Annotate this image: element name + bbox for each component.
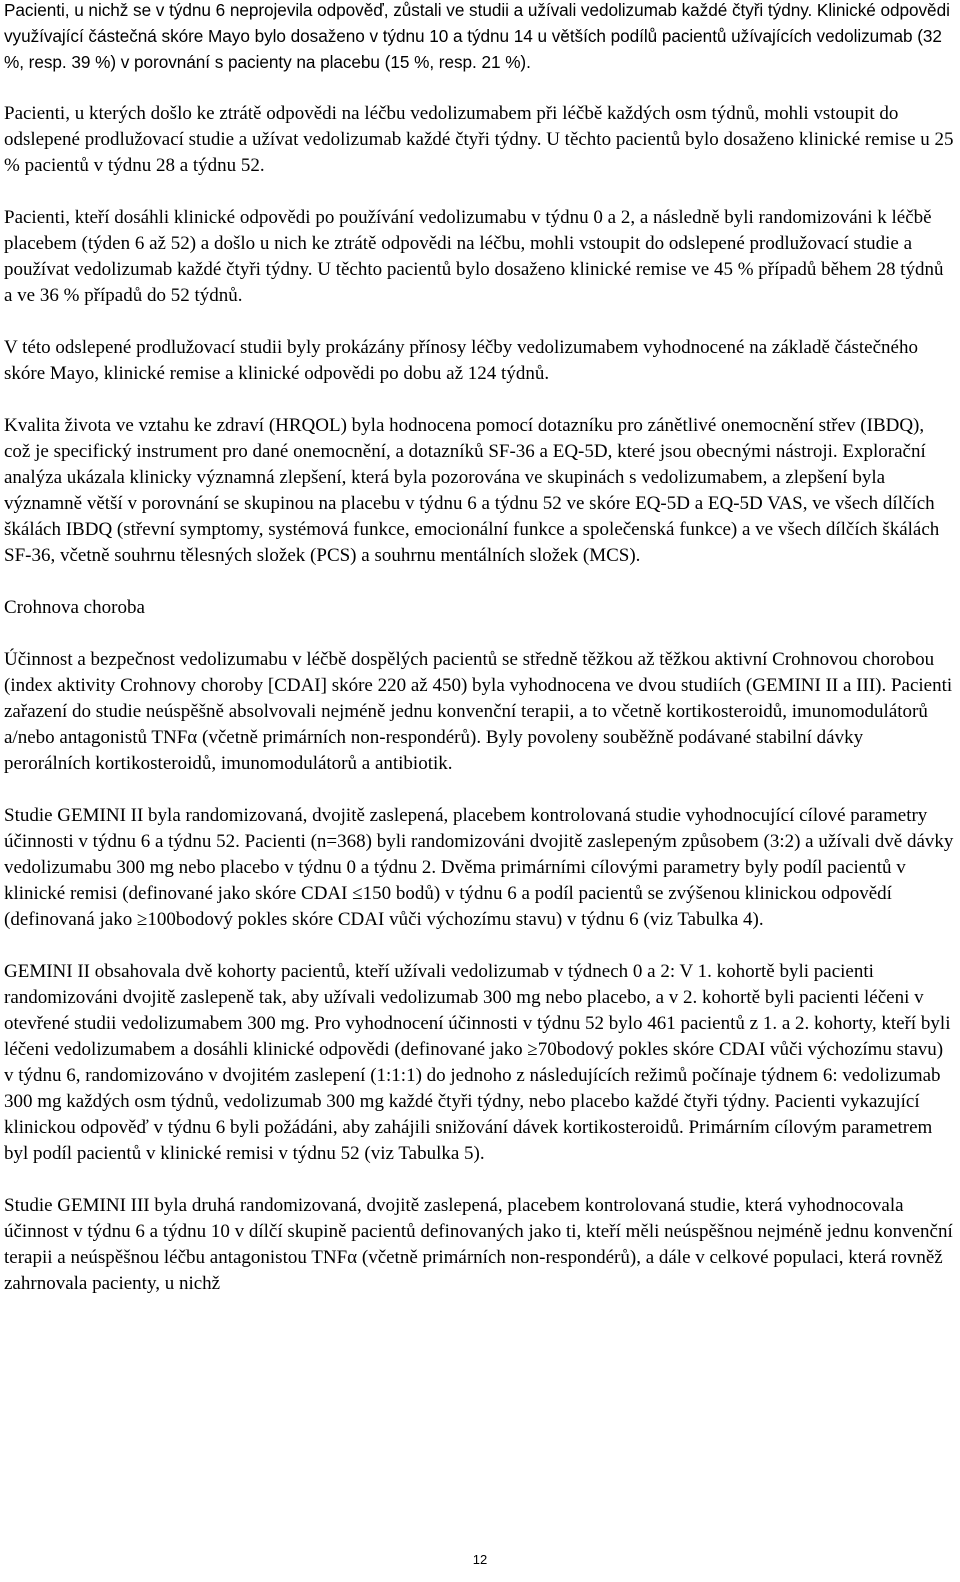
paragraph-loss-of-response-extension: Pacienti, u kterých došlo ke ztrátě odpovědi na léčbu vedolizumabem při léčbě každých osm týdnů, mohli vstoupit do odslepené prodlužovací studie a užívat vedolizumab každé čtyři týdny. U těchto pacientů bylo dosaženo klinické remise u 25 % pacientů v týdnu 28 a týdnu 52. [4,103,954,176]
paragraph-hrqol: Kvalita života ve vztahu ke zdraví (HRQOL) byla hodnocena pomocí dotazníku pro zánětlivé onemocnění střev (IBDQ), což je specifický instrument pro dané onemocnění, a dotazníků SF-36 a EQ-5D, které jsou obecnými nástroji. Explorační analýza ukázala klinicky významná zlepšení, která byla pozorována ve skupinách s vedolizumabem, a zlepšení byla významně větší v porovnání se skupinou na placebu v týdnu 6 a týdnu 52 ve skóre EQ-5D a EQ-5D VAS, ve všech dílčích škálách IBDQ (střevní symptomy, systémová funkce, emocionální funkce a společenská funkce) a ve všech dílčích škálách SF-36, včetně souhrnu tělesných složek (PCS) a souhrnu mentálních složek (MCS). [4,415,940,566]
page-number: 12 [472,1552,488,1567]
paragraph-extension-benefits: V této odslepené prodlužovací studii byly prokázány přínosy léčby vedolizumabem vyhodnocené na základě částečného skóre Mayo, klinické remise a klinické odpovědi po dobu až 124 týdnů. [4,337,918,384]
paragraph-placebo-randomized-extension: Pacienti, kteří dosáhli klinické odpovědi po používání vedolizumabu v týdnu 0 a 2, a následně byli randomizováni k léčbě placebem (týden 6 až 52) a došlo u nich ke ztrátě odpovědi na léčbu, mohli vstoupit do odslepené prodlužovací studie a používat vedolizumab každé čtyři týdny. U těchto pacientů bylo dosaženo klinické remise ve 45 % případů během 28 týdnů a ve 36 % případů do 52 týdnů. [4,207,944,306]
paragraph-gemini-iii-design: Studie GEMINI III byla druhá randomizovaná, dvojitě zaslepená, placebem kontrolovaná studie, která vyhodnocovala účinnost v týdnu 6 a týdnu 10 v dílčí skupině pacientů definovaných jako ti, kteří měli neúspěšnou nejméně jednu konvenční terapii a neúspěšnou léčbu antagonistou TNFα (včetně primárních non-respondérů), a dále v celkové populaci, která rovněž zahrnovala pacienty, u nichž [4,1195,953,1294]
section-heading-crohns-disease: Crohnova choroba [4,597,145,618]
document-page [4,0,954,1323]
paragraph-partial-mayo-response: Pacienti, u nichž se v týdnu 6 neprojevila odpověď, zůstali ve studii a užívali vedolizumab každé čtyři týdny. Klinické odpovědi využívající částečná skóre Mayo bylo dosaženo v týdnu 10 a týdnu 14 u větších podílů pacientů užívajících vedolizumab (32 %, resp. 39 %) v porovnání s pacienty na placebu (15 %, resp. 21 %). [4,0,950,72]
paragraph-gemini-ii-design: Studie GEMINI II byla randomizovaná, dvojitě zaslepená, placebem kontrolovaná studie vyhodnocující cílové parametry účinnosti v týdnu 6 a týdnu 52. Pacienti (n=368) byli randomizováni dvojitě zaslepeným způsobem (3:2) a užívali dvě dávky vedolizumabu 300 mg nebo placebo v týdnu 0 a týdnu 2. Dvěma primárními cílovými parametry byly podíl pacientů v klinické remisi (definované jako skóre CDAI ≤150 bodů) v týdnu 6 a podíl pacientů se zvýšenou klinickou odpovědí (definovaná jako ≥100bodový pokles skóre CDAI vůči výchozímu stavu) v týdnu 6 (viz Tabulka 4). [4,805,954,930]
paragraph-crohns-efficacy-safety: Účinnost a bezpečnost vedolizumabu v léčbě dospělých pacientů se středně těžkou až těžkou aktivní Crohnovou chorobou (index aktivity Crohnovy choroby [CDAI] skóre 220 až 450) byla vyhodnocena ve dvou studiích (GEMINI II a III). Pacienti zařazení do studie neúspěšně absolvovali nejméně jednu konvenční terapii, a to včetně kortikosteroidů, imunomodulátorů a/nebo antagonistů TNFα (včetně primárních non-respondérů). Byly povoleny souběžně podávané stabilní dávky perorálních kortikosteroidů, imunomodulátorů a antibiotik. [4,649,953,774]
paragraph-gemini-ii-cohorts: GEMINI II obsahovala dvě kohorty pacientů, kteří užívali vedolizumab v týdnech 0 a 2: V 1. kohortě byli pacienti randomizováni dvojitě zaslepeně tak, aby užívali vedolizumab 300 mg nebo placebo, a v 2. kohortě byli pacienti léčeni v otevřené studii vedolizumabem 300 mg. Pro vyhodnocení účinnosti v týdnu 52 bylo 461 pacientů z 1. a 2. kohorty, kteří byli léčeni vedolizumabem a dosáhli klinické odpovědi (definované jako ≥70bodový pokles skóre CDAI vůči výchozímu stavu) v týdnu 6, randomizováno v dvojitém zaslepení (1:1:1) do jednoho z následujících režimů počínaje týdnem 6: vedolizumab 300 mg každých osm týdnů, vedolizumab 300 mg každé čtyři týdny, nebo placebo každé čtyři týdny. Pacienti vykazující klinickou odpověď v týdnu 6 byli požádáni, aby zahájili snižování dávek kortikosteroidů. Primárním cílovým parametrem byl podíl pacientů v klinické remisi v týdnu 52 (viz Tabulka 5). [4,961,951,1164]
